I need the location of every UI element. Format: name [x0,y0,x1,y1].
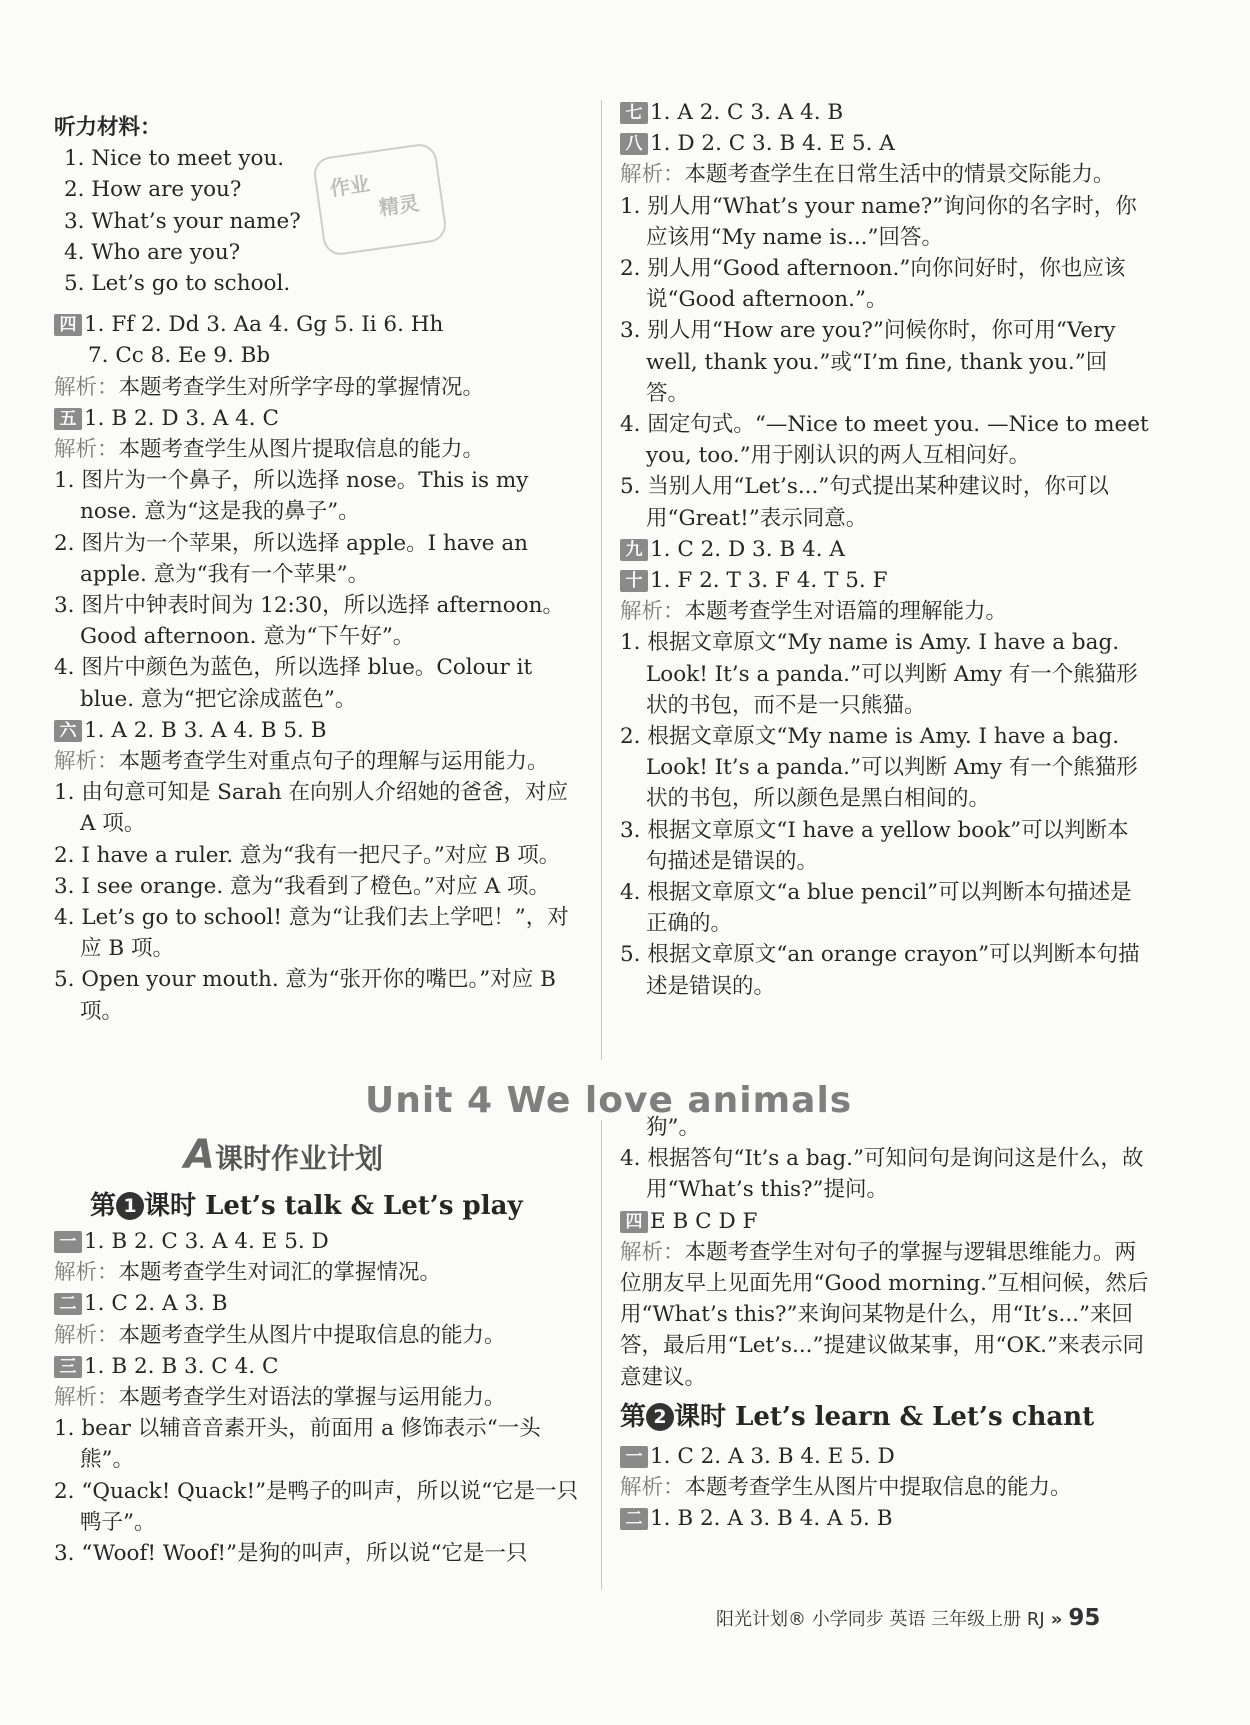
lesson-1-title: 第 1 课时 Let’s talk & Let’s play [90,1191,523,1221]
list-item: 2. “Quack! Quack!”是鸭子的叫声，所以说“它是一只鸭子”。 [54,1478,579,1535]
section-tag: 八 [620,133,648,155]
section-10-analysis: 解析：本题考查学生对语篇的理解能力。 [620,599,1008,625]
section-6-analysis: 解析：本题考查学生对重点句子的理解与运用能力。 [54,749,549,775]
list-item: 1. 由句意可知是 Sarah 在向别人介绍她的爸爸，对应 A 项。 [54,780,569,837]
page-number: 95 [1068,1605,1101,1631]
section-tag: 六 [54,720,82,742]
stamp-text-b: 精灵 [377,190,421,221]
section-tag: 一 [620,1446,648,1468]
section-4-answers-2: 7. Cc 8. Ee 9. Bb [88,343,271,369]
list-item: 4. 图片中颜色为蓝色，所以选择 blue。Colour it blue. 意为“把它涂成蓝色”。 [54,655,533,712]
section-tag: 一 [54,1231,82,1253]
bottom-right-column [620,1112,1150,1534]
section-tag: 七 [620,102,648,124]
section-4-answers: 四 1. Ff 2. Dd 3. Aa 4. Gg 5. Ii 6. Hh [54,309,589,340]
list-item: 3. 图片中钟表时间为 12:30，所以选择 afternoon。Good afternoon. 意为“下午好”。 [54,593,564,650]
list-item: 3. 别人用“How are you?”问候你时，你可用“Very well, thank you.”或“I’m fine, thank you.”回答。 [620,318,1116,406]
plan-text: 课时作业计划 [214,1142,383,1175]
section-6-answers: 六 1. A 2. B 3. A 4. B 5. B [54,715,589,746]
plan-heading [184,1132,589,1184]
lesson-2-section-1-answers: 一 1. C 2. A 3. B 4. E 5. D [620,1441,1150,1472]
list-item: 3. 根据文章原文“I have a yellow book”可以判断本句描述是错误的。 [620,817,1129,874]
section-tag: 五 [54,408,82,430]
list-item: 4. Let’s go to school! 意为“让我们去上学吧！”，对应 B 项。 [54,905,569,962]
listening-line-3: 3. What’s your name? [64,208,301,234]
lesson-1-section-2-analysis: 解析：本题考查学生从图片中提取信息的能力。 [54,1322,506,1348]
section-10-answers: 十 1. F 2. T 3. F 4. T 5. F [620,565,1150,596]
unit-title: Unit 4 We love animals [365,1080,853,1121]
listening-line-4: 4. Who are you? [64,239,241,265]
list-item: 2. 别人用“Good afternoon.”向你问好时，你也应该说“Good afternoon.”。 [620,256,1126,313]
lesson-number-badge: 2 [646,1403,674,1431]
list-item: 4. 根据答句“It’s a bag.”可知问句是询问这是什么，故用“What’s this?”提问。 [620,1146,1144,1203]
list-item: 5. Open your mouth. 意为“张开你的嘴巴。”对应 B 项。 [54,967,556,1024]
right-column [620,97,1150,1002]
lesson-1-section-1-analysis: 解析：本题考查学生对词汇的掌握情况。 [54,1260,442,1286]
list-item: 1. 别人用“What’s your name?”询问你的名字时，你应该用“My name is...”回答。 [620,193,1137,250]
list-item: 5. 当别人用“Let’s...”句式提出某种建议时，你可以用“Great!”表示同意。 [620,474,1109,531]
section-tag: 三 [54,1356,82,1378]
list-item: 5. 根据文章原文“an orange crayon”可以判断本句描述是错误的。 [620,942,1140,999]
section-tag: 四 [54,314,82,336]
list-item: 1. 根据文章原文“My name is Amy. I have a bag. Look! It’s a panda.”可以判断 Amy 有一个熊猫形状的书包，而不是一只熊猫。 [620,630,1138,718]
lesson-1-section-2-answers: 二 1. C 2. A 3. B [54,1288,589,1319]
list-item: 2. 图片为一个苹果，所以选择 apple。I have an apple. 意为“我有一个苹果”。 [54,530,528,587]
list-item: 2. 根据文章原文“My name is Amy. I have a bag. Look! It’s a panda.”可以判断 Amy 有一个熊猫形状的书包，所以颜色是黑白相间的。 [620,724,1138,812]
column-divider-top [601,100,602,1060]
lesson-1-section-1-answers: 一 1. B 2. C 3. A 4. E 5. D [54,1226,589,1257]
continued-text: 狗”。 [646,1115,700,1140]
section-tag: 十 [620,570,648,592]
listening-line-1: 1. Nice to meet you. [64,146,285,172]
list-item: 4. 根据文章原文“a blue pencil”可以判断本句描述是正确的。 [620,880,1132,937]
section-tag: 四 [620,1211,648,1233]
lesson-1-section-4-analysis: 解析：本题考查学生对句子的掌握与逻辑思维能力。两位朋友早上见面先用“Good morning.”互相问候，然后用“What’s this?”来询问某物是什么，用“It’s...”来回答，最后用“Let’s...”提建议做某事，用“OK.”来表示同意建议。 [620,1239,1149,1390]
lesson-2-title: 第 2 课时 Let’s learn & Let’s chant [620,1401,1095,1432]
listening-line-2: 2. How are you? [64,177,242,203]
lesson-2-section-2-answers: 二 1. B 2. A 3. B 4. A 5. B [620,1503,1150,1534]
column-divider-bottom [601,1120,602,1590]
list-item: 3. I see orange. 意为“我看到了橙色。”对应 A 项。 [54,873,550,899]
section-tag: 九 [620,539,648,561]
section-9-answers: 九 1. C 2. D 3. B 4. A [620,534,1150,565]
lesson-number-badge: 1 [116,1192,144,1220]
section-8-answers: 八 1. D 2. C 3. B 4. E 5. A [620,128,1150,159]
double-chevron-icon: » [1050,1609,1063,1630]
section-tag: 二 [54,1293,82,1315]
list-item: 3. “Woof! Woof!”是狗的叫声，所以说“它是一只 [54,1541,528,1567]
list-item: 1. 图片为一个鼻子，所以选择 nose。This is my nose. 意为“这是我的鼻子”。 [54,468,529,525]
section-8-analysis: 解析：本题考查学生在日常生活中的情景交际能力。 [620,162,1115,188]
lesson-1-section-3-answers: 三 1. B 2. B 3. C 4. C [54,1351,589,1382]
section-7-answers: 七 1. A 2. C 3. A 4. B [620,97,1150,128]
lesson-1-section-4-answers: 四 E B C D F [620,1206,1150,1237]
lesson-2-section-1-analysis: 解析：本题考查学生从图片中提取信息的能力。 [620,1475,1072,1501]
footer-brand: 阳光计划® 小学同步 英语 三年级上册 RJ [716,1609,1045,1630]
bottom-left-column [54,1132,589,1569]
lesson-1-section-3-analysis: 解析：本题考查学生对语法的掌握与运用能力。 [54,1385,506,1411]
listening-heading: 听力材料： [54,115,162,140]
section-tag: 二 [620,1508,648,1530]
list-item: 4. 固定句式。“—Nice to meet you. —Nice to meet you, too.”用于刚认识的两人互相问好。 [620,412,1149,469]
section-4-analysis: 解析：本题考查学生对所学字母的掌握情况。 [54,374,485,400]
list-item: 2. I have a ruler. 意为“我有一把尺子。”对应 B 项。 [54,842,561,868]
section-5-analysis: 解析：本题考查学生从图片提取信息的能力。 [54,437,485,463]
left-column [54,112,589,1027]
plan-letter: A [184,1132,215,1178]
list-item: 1. bear 以辅音音素开头，前面用 a 修饰表示“一头熊”。 [54,1416,541,1473]
listening-line-5: 5. Let’s go to school. [64,271,291,297]
page-footer [716,1605,1100,1631]
stamp-text-a: 作业 [328,171,372,201]
section-5-answers: 五 1. B 2. D 3. A 4. C [54,403,589,434]
